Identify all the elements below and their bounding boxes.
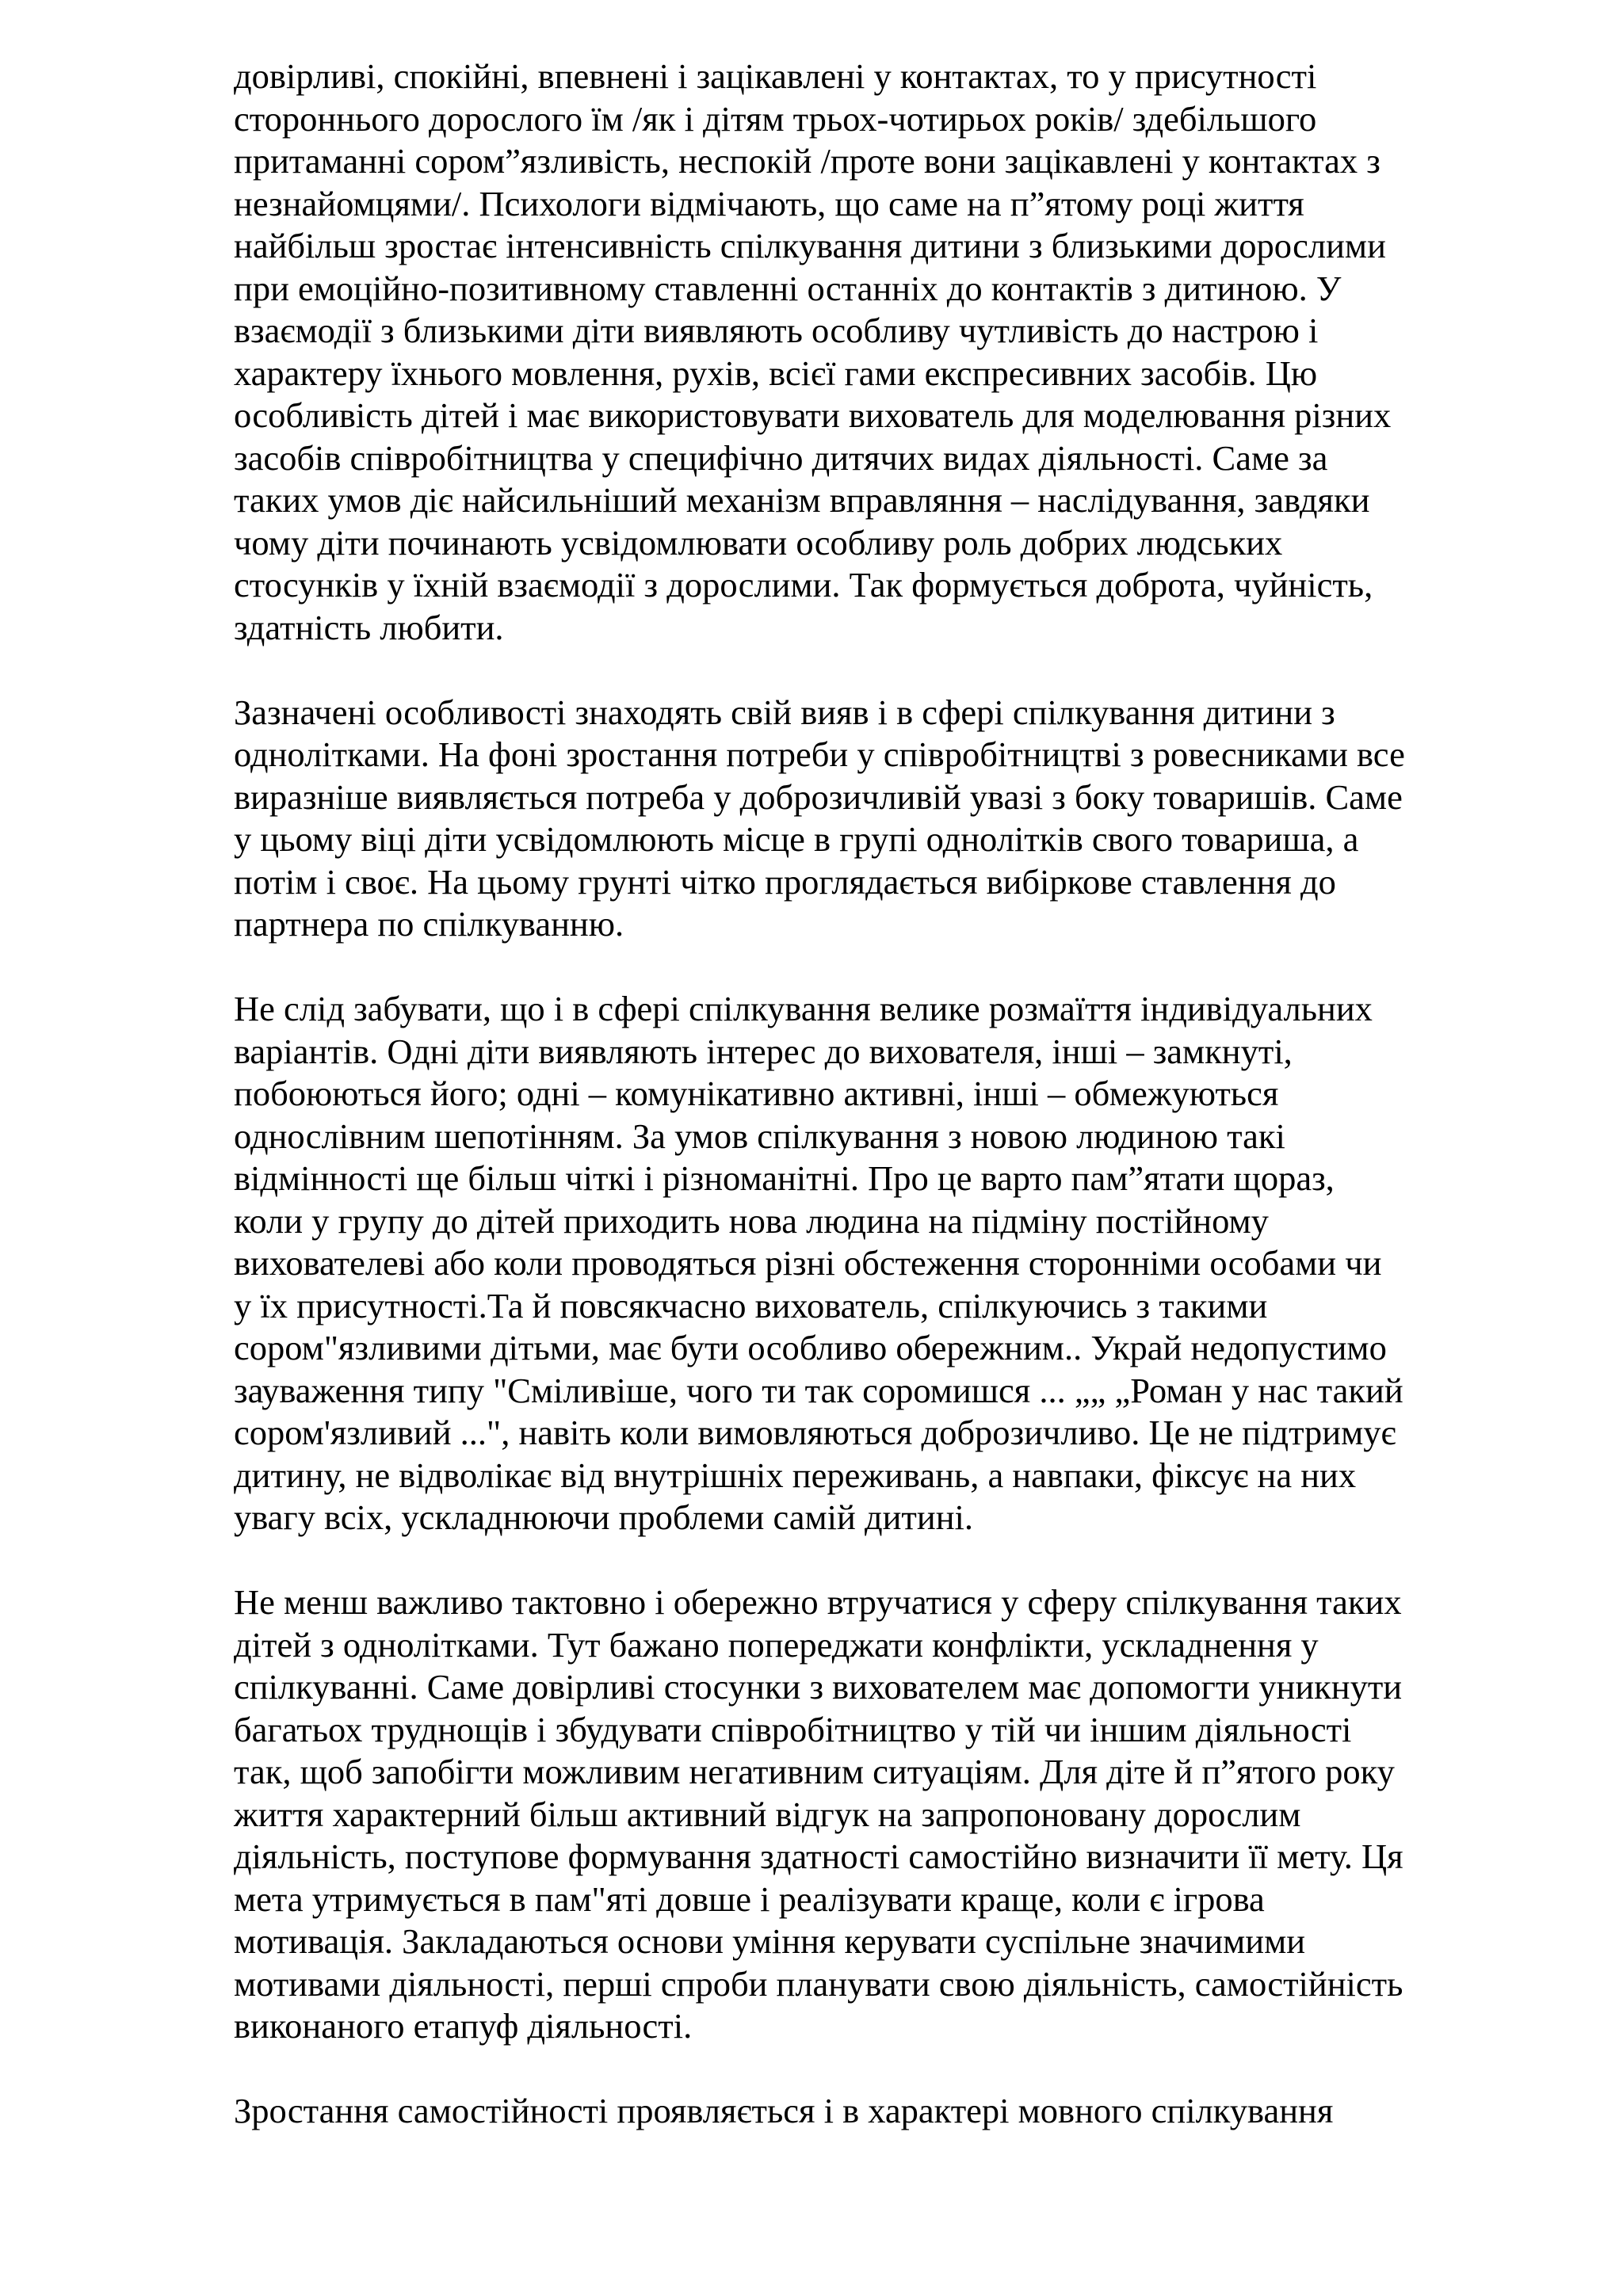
text-line: Не менш важливо тактовно і обережно втручатися у сферу спілкування таких <box>234 1582 1402 1622</box>
text-line: характеру їхнього мовлення, рухів, всієї гами експресивних засобів. Цю <box>234 353 1318 393</box>
text-line: сором"язливими дітьми, має бути особливо обережним.. Украй недопустимо <box>234 1328 1387 1367</box>
text-line: життя характерний більш активний відгук на запропоновану дорослим <box>234 1794 1301 1834</box>
text-line: так, щоб запобігти можливим негативним ситуаціям. Для діте й п”ятого року <box>234 1752 1395 1791</box>
text-line: особливість дітей і має використовувати вихователь для моделювання різних <box>234 395 1392 435</box>
text-line: стосунків у їхній взаємодії з дорослими. Так формується доброта, чуйність, <box>234 565 1373 605</box>
text-line: мета утримується в пам"яті довше і реалізувати краще, коли є ігрова <box>234 1878 1265 1919</box>
text-line: варіантів. Одні діти виявляють інтерес до вихователя, інші – замкнуті, <box>234 1031 1293 1071</box>
text-line: Зростання самостійності проявляється і в характері мовного спілкування <box>234 2091 1334 2130</box>
text-line: незнайомцями/. Психологи відмічають, що саме на п”ятому році життя <box>234 183 1304 223</box>
text-line: виразніше виявляється потреба у доброзичливій увазі з боку товаришів. Саме <box>234 776 1403 817</box>
text-line: мотивація. Закладаються основи уміння керувати суспільне значимими <box>234 1921 1306 1961</box>
text-line: Не слід забувати, що і в сфері спілкування велике розмаїття індивідуальних <box>234 989 1373 1028</box>
text-line: притаманні сором”язливість, неспокій /проте вони зацікавлені у контактах з <box>234 141 1381 181</box>
paragraph-spacer <box>234 1539 1518 1582</box>
text-line: однолітками. На фоні зростання потреби у співробітництві з ровесниками все <box>234 734 1405 774</box>
text-line: стороннього дорослого їм /як і дітям трьох-чотирьох років/ здебільшого <box>234 98 1317 139</box>
text-line: чому діти починають усвідомлювати особливу роль добрих людських <box>234 522 1283 563</box>
text-line: увагу всіх, ускладнюючи проблеми самій дитині. <box>234 1497 974 1537</box>
text-line: відмінності ще більш чіткі і різноманітні. Про це варто пам”ятати щораз, <box>234 1158 1335 1198</box>
text-line: багатьох труднощів і збудувати співробітництво у тій чи іншим діяльності <box>234 1709 1352 1749</box>
text-line: спілкуванні. Саме довірливі стосунки з вихователем має допомогти уникнути <box>234 1667 1403 1707</box>
text-line: вихователеві або коли проводяться різні обстеження сторонніми особами чи <box>234 1243 1382 1283</box>
text-line: виконаного етапуф діяльності. <box>234 2006 693 2046</box>
text-line: сором'язливий ...", навіть коли вимовляються доброзичливо. Це не підтримує <box>234 1413 1396 1452</box>
paragraph-4 <box>234 1581 1518 2048</box>
text-line: партнера по спілкуванню. <box>234 904 624 944</box>
paragraph-spacer <box>234 946 1518 989</box>
paragraph-1 <box>234 55 1518 649</box>
text-line: побоюються його; одні – комунікативно активні, інші – обмежуються <box>234 1074 1279 1113</box>
text-line: коли у групу до дітей приходить нова людина на підміну постійному <box>234 1200 1269 1241</box>
text-line: зауваження типу "Сміливіше, чого ти так соромишся ... „„ „Роман у нас такий <box>234 1370 1403 1410</box>
text-line: у цьому віці діти усвідомлюють місце в групі однолітків свого товариша, а <box>234 819 1359 859</box>
text-line: взаємодії з близькими діти виявляють особливу чутливість до настрою і <box>234 311 1319 350</box>
text-line: найбільш зростає інтенсивність спілкування дитини з близькими дорослими <box>234 226 1386 265</box>
paragraph-spacer <box>234 2048 1518 2091</box>
document-page <box>234 55 1518 2133</box>
text-line: діяльність, поступове формування здатності самостійно визначити її мету. Ця <box>234 1836 1403 1876</box>
text-line: довірливі, спокійні, впевнені і зацікавлені у контактах, то у присутності <box>234 56 1317 96</box>
paragraph-spacer <box>234 649 1518 692</box>
text-line: засобів співробітництва у специфічно дитячих видах діяльності. Саме за <box>234 437 1328 478</box>
paragraph-2 <box>234 692 1518 946</box>
text-line: мотивами діяльності, перші спроби планувати свою діяльність, самостійність <box>234 1963 1403 2004</box>
paragraph-3 <box>234 988 1518 1539</box>
text-line: у їх присутності.Та й повсякчасно вихователь, спілкуючись з такими <box>234 1285 1268 1325</box>
paragraph-5 <box>234 2090 1518 2133</box>
text-line: при емоційно-позитивному ставленні останніх до контактів з дитиною. У <box>234 268 1342 308</box>
text-line: потім і своє. На цьому грунті чітко проглядається вибіркове ставлення до <box>234 861 1336 902</box>
text-line: Зазначені особливості знаходять свій вияв і в сфері спілкування дитини з <box>234 692 1335 732</box>
text-line: дитину, не відволікає від внутрішніх переживань, а навпаки, фіксує на них <box>234 1455 1357 1495</box>
text-line: таких умов діє найсильніший механізм вправляння – наслідування, завдяки <box>234 480 1370 520</box>
text-line: однослівним шепотінням. За умов спілкування з новою людиною такі <box>234 1116 1285 1156</box>
text-line: дітей з однолітками. Тут бажано попереджати конфлікти, ускладнення у <box>234 1624 1319 1665</box>
text-line: здатність любити. <box>234 607 504 647</box>
